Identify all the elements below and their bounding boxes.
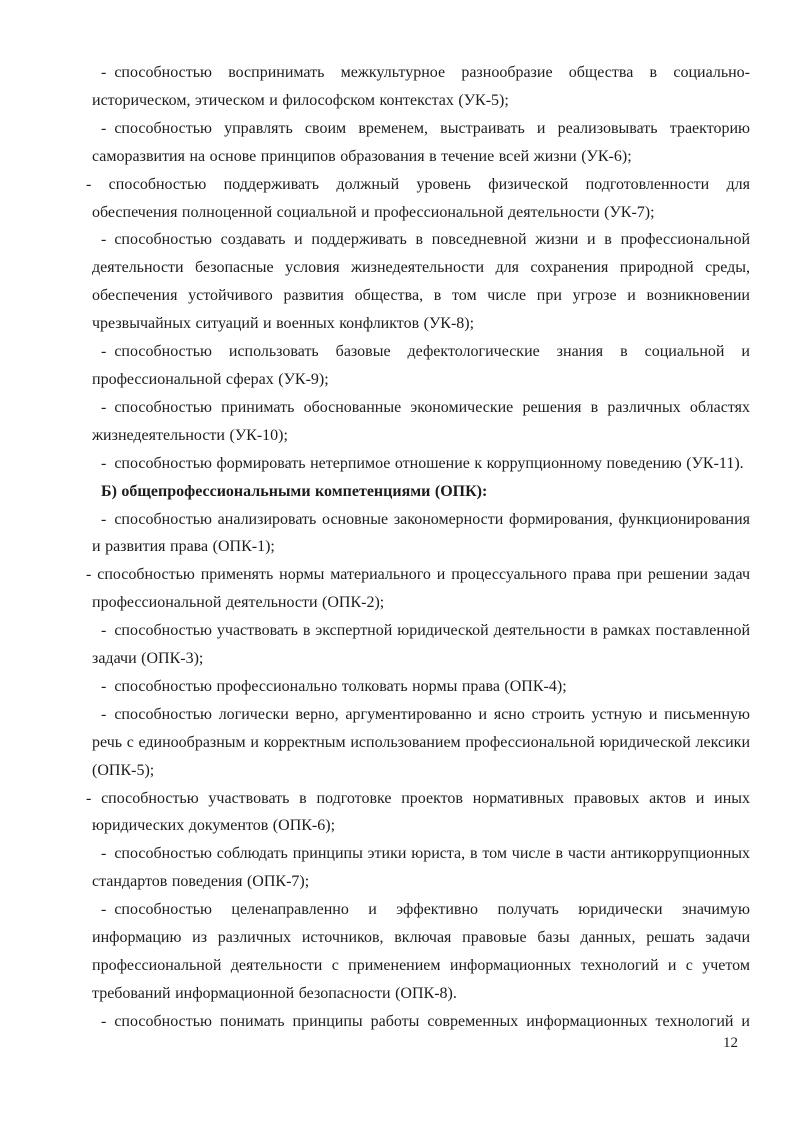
paragraph-uk-8: - способностью создавать и поддерживать в повседневной жизни и в профессиональной деятельности безопасные условия жизнедеятельности для сохранения природной среды, обеспечения устойчивого развития общества, в том числе при угрозе и возникновении чрезвычайных ситуаций и военных конфликтов (УК-8); <box>92 231 750 333</box>
paragraph-opk-4: - способностью профессионально толковать нормы права (ОПК-4); <box>101 677 567 695</box>
paragraph-uk-5: - способностью воспринимать межкультурное разнообразие общества в социально-историческом, этическом и философском контекстах (УК-5); <box>92 64 750 109</box>
paragraph-opk-3: - способностью участвовать в экспертной юридической деятельности в рамках поставленной задачи (ОПК-3); <box>92 622 750 668</box>
paragraph-opk-2: - способностью применять нормы материального и процессуального права при решении задач профессиональной деятельности (ОПК-2); <box>86 566 750 612</box>
paragraph-uk-10: - способностью принимать обоснованные экономические решения в различных областях жизнедеятельности (УК-10); <box>92 398 750 444</box>
paragraph-opk-heading: Б) общепрофессиональными компетенциями (ОПК): <box>101 482 488 500</box>
paragraph-uk-11: - способностью формировать нетерпимое отношение к коррупционному поведению (УК-11). <box>101 454 744 472</box>
paragraph-uk-7: - способностью поддерживать должный уровень физической подготовленности для обеспечения полноценной социальной и профессиональной деятельности (УК-7); <box>86 175 750 221</box>
paragraph-opk-5: - способностью логически верно, аргументированно и ясно строить устную и письменную речь с единообразным и корректным использованием профессиональной юридической лексики (ОПК-5); <box>92 705 750 779</box>
paragraph-opk-1: - способностью анализировать основные закономерности формирования, функционирования и развития права (ОПК-1); <box>92 510 750 556</box>
document-body <box>86 59 750 1036</box>
paragraph-uk-9: - способностью использовать базовые дефектологические знания в социальной и профессиональной сферах (УК-9); <box>92 343 750 388</box>
paragraph-opk-6: - способностью участвовать в подготовке проектов нормативных правовых актов и иных юридических документов (ОПК-6); <box>86 789 750 835</box>
paragraph-opk-8: - способностью целенаправленно и эффективно получать юридически значимую информацию из различных источников, включая правовые базы данных, решать задачи профессиональной деятельности с применением информационных технологий и с учетом требований информационной безопасности (ОПК-8). <box>92 901 750 1002</box>
paragraph-opk-9-partial: - способностью понимать принципы работы современных информационных технологий и <box>101 1012 750 1030</box>
paragraph-opk-7: - способностью соблюдать принципы этики юриста, в том числе в части антикоррупционных стандартов поведения (ОПК-7); <box>92 845 750 891</box>
paragraph-uk-6: - способностью управлять своим временем, выстраивать и реализовывать траекторию саморазвития на основе принципов образования в течение всей жизни (УК-6); <box>92 119 750 165</box>
page-number: 12 <box>723 1035 738 1051</box>
